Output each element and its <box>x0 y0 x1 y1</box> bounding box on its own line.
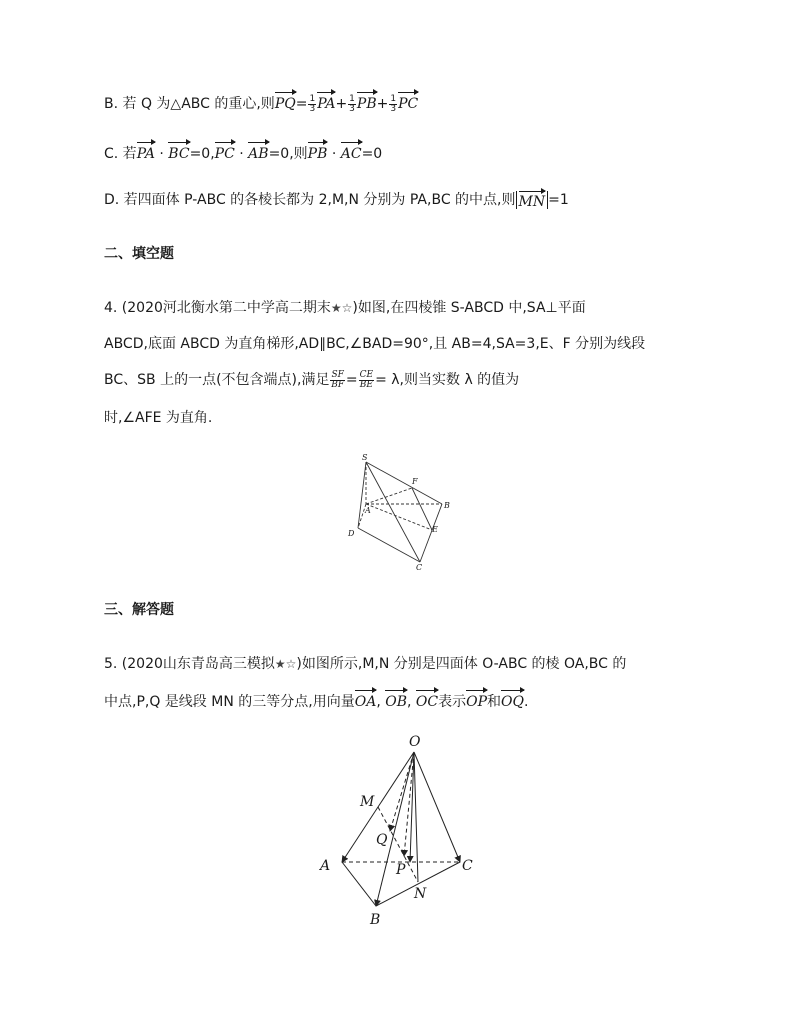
vec-ab: AB <box>248 142 268 164</box>
eq-zero: =0 <box>361 146 383 162</box>
comma: , <box>406 694 412 710</box>
label-c: C <box>462 858 473 874</box>
comma: , <box>376 694 381 710</box>
vec-oa: OA <box>355 690 377 712</box>
vec-oq: OQ <box>501 690 524 712</box>
ce: CE <box>359 369 374 380</box>
frac-den: 3 <box>349 103 355 114</box>
vec-mn: MN <box>519 191 546 211</box>
frac-1-3 <box>389 95 397 114</box>
q4-text: BC、SB 上的一点(不包含端点),满足 <box>104 372 330 388</box>
option-d-tail: =1 <box>548 192 569 208</box>
option-d-text: D. 若四面体 P-ABC 的各棱长都为 2,M,N 分别为 PA,BC 的中点,则 <box>104 192 516 208</box>
eq-zero-then: =0,则 <box>268 146 308 162</box>
period: . <box>523 694 529 710</box>
frac-den: 3 <box>309 103 316 114</box>
label-q: Q <box>376 832 388 848</box>
equals: = <box>295 96 308 112</box>
label-s: S <box>362 453 368 462</box>
label-b: B <box>370 912 381 928</box>
vec-pq: PQ <box>275 92 296 114</box>
dot: · <box>331 146 337 162</box>
q4-line-3 <box>104 370 519 390</box>
frac-num: 1 <box>390 93 397 104</box>
bf: BF <box>331 379 345 390</box>
dot: · <box>159 146 164 162</box>
q5-text: 中点,P,Q 是线段 MN 的三等分点,用向量 <box>104 694 355 710</box>
abs-mn <box>516 191 549 209</box>
q5-line-1 <box>104 654 626 674</box>
q4-line-2: ABCD,底面 ABCD 为直角梯形,AD∥BC,∠BAD=90°,且 AB=4,SA=3,E、F 分别为线段 <box>104 336 646 352</box>
q5-text: 和 <box>487 694 501 710</box>
label-d: D <box>348 529 355 538</box>
figure-tetrahedron-oabc <box>312 730 492 930</box>
frac-sf-bf <box>330 371 344 390</box>
option-d <box>104 190 569 210</box>
label-c: C <box>416 563 423 572</box>
label-o: O <box>409 734 421 750</box>
section-fill-in: 二、填空题 <box>104 246 174 262</box>
vec-op: OP <box>466 690 487 712</box>
frac-den <box>359 381 374 390</box>
q4-line-1 <box>104 298 586 318</box>
vec-oc: OC <box>416 690 438 712</box>
plus: + <box>335 96 348 112</box>
eq-zero: =0, <box>189 146 215 162</box>
q5-source: 5. (2020山东青岛高三模拟 <box>104 656 275 672</box>
label-n: N <box>414 886 427 902</box>
vec-bc: BC <box>168 142 189 164</box>
equals: = <box>345 372 358 388</box>
frac-den: 3 <box>390 103 397 114</box>
dot: · <box>239 146 244 162</box>
sf: SF <box>331 369 344 380</box>
label-p: P <box>396 862 406 878</box>
be: BE <box>359 379 373 390</box>
label-e: E <box>432 525 438 534</box>
label-a: A <box>320 858 331 874</box>
frac-1-3 <box>308 95 316 114</box>
vec-pb: PB <box>308 142 328 164</box>
q4-line-4: 时,∠AFE 为直角. <box>104 410 213 426</box>
q4-text: = λ,则当实数 λ 的值为 <box>375 372 520 388</box>
vec-pa: PA <box>137 142 155 164</box>
plus: + <box>376 96 389 112</box>
option-b-prefix: B. 若 Q 为△ABC 的重心,则 <box>104 96 275 112</box>
option-c <box>104 142 382 164</box>
difficulty-star-icon: ★☆ <box>274 657 297 671</box>
frac-ce-be <box>359 371 374 390</box>
label-b: B <box>444 501 450 510</box>
option-b <box>104 92 418 114</box>
vec-pb: PB <box>357 92 377 114</box>
frac-num: 1 <box>309 93 316 104</box>
frac-num: 1 <box>349 93 355 104</box>
vec-pc: PC <box>398 92 418 114</box>
vec-pc: PC <box>215 142 235 164</box>
q4-text: )如图,在四棱锥 S-ABCD 中,SA⊥平面 <box>352 300 586 316</box>
q5-text: )如图所示,M,N 分别是四面体 O-ABC 的棱 OA,BC 的 <box>296 656 627 672</box>
vec-ob: OB <box>385 690 407 712</box>
q5-text: 表示 <box>438 694 467 710</box>
figure-pyramid-sabcd <box>340 452 460 572</box>
difficulty-star-icon: ★☆ <box>330 301 353 315</box>
vec-ac: AC <box>341 142 362 164</box>
option-c-prefix: C. 若 <box>104 146 137 162</box>
label-f: F <box>412 477 418 486</box>
frac-1-3 <box>348 95 356 114</box>
vec-pa: PA <box>317 92 335 114</box>
label-a: A <box>365 506 371 515</box>
q4-source: 4. (2020河北衡水第二中学高二期末 <box>104 300 331 316</box>
frac-den <box>330 381 344 390</box>
q5-line-2 <box>104 690 528 712</box>
label-m: M <box>360 794 375 810</box>
section-solve: 三、解答题 <box>104 602 174 618</box>
